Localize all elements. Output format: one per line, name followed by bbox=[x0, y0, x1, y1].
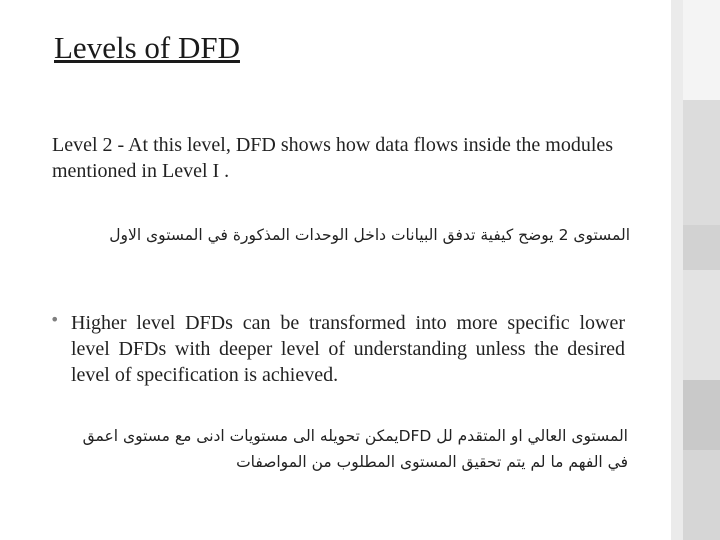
decorative-block bbox=[683, 270, 720, 380]
bullet-text: Higher level DFDs can be transformed into more specific lower level DFDs with deeper level of understanding unless the desired level of specification is achieved. bbox=[71, 312, 625, 386]
bullet-marker: • bbox=[50, 310, 60, 329]
bullet-arabic-translation: المستوى العالي او المتقدم لل DFDيمكن تحويله الى مستويات ادنى مع مستوى اعمق في الفهم ما لم يتم تحقيق المستوى المطلوب من المواصفات bbox=[82, 427, 628, 471]
decorative-block bbox=[683, 225, 720, 270]
decorative-block bbox=[683, 100, 720, 225]
decorative-block bbox=[683, 0, 720, 100]
decorative-block bbox=[683, 450, 720, 540]
level-2-paragraph: Level 2 - At this level, DFD shows how data flows inside the modules mentioned in Level I . bbox=[52, 134, 614, 182]
decorative-block bbox=[683, 380, 720, 450]
slide-title: Levels of DFD bbox=[54, 30, 240, 65]
level-2-arabic-translation: المستوى 2 يوضح كيفية تدفق البيانات داخل الوحدات المذكورة في المستوى الاول bbox=[109, 226, 630, 244]
